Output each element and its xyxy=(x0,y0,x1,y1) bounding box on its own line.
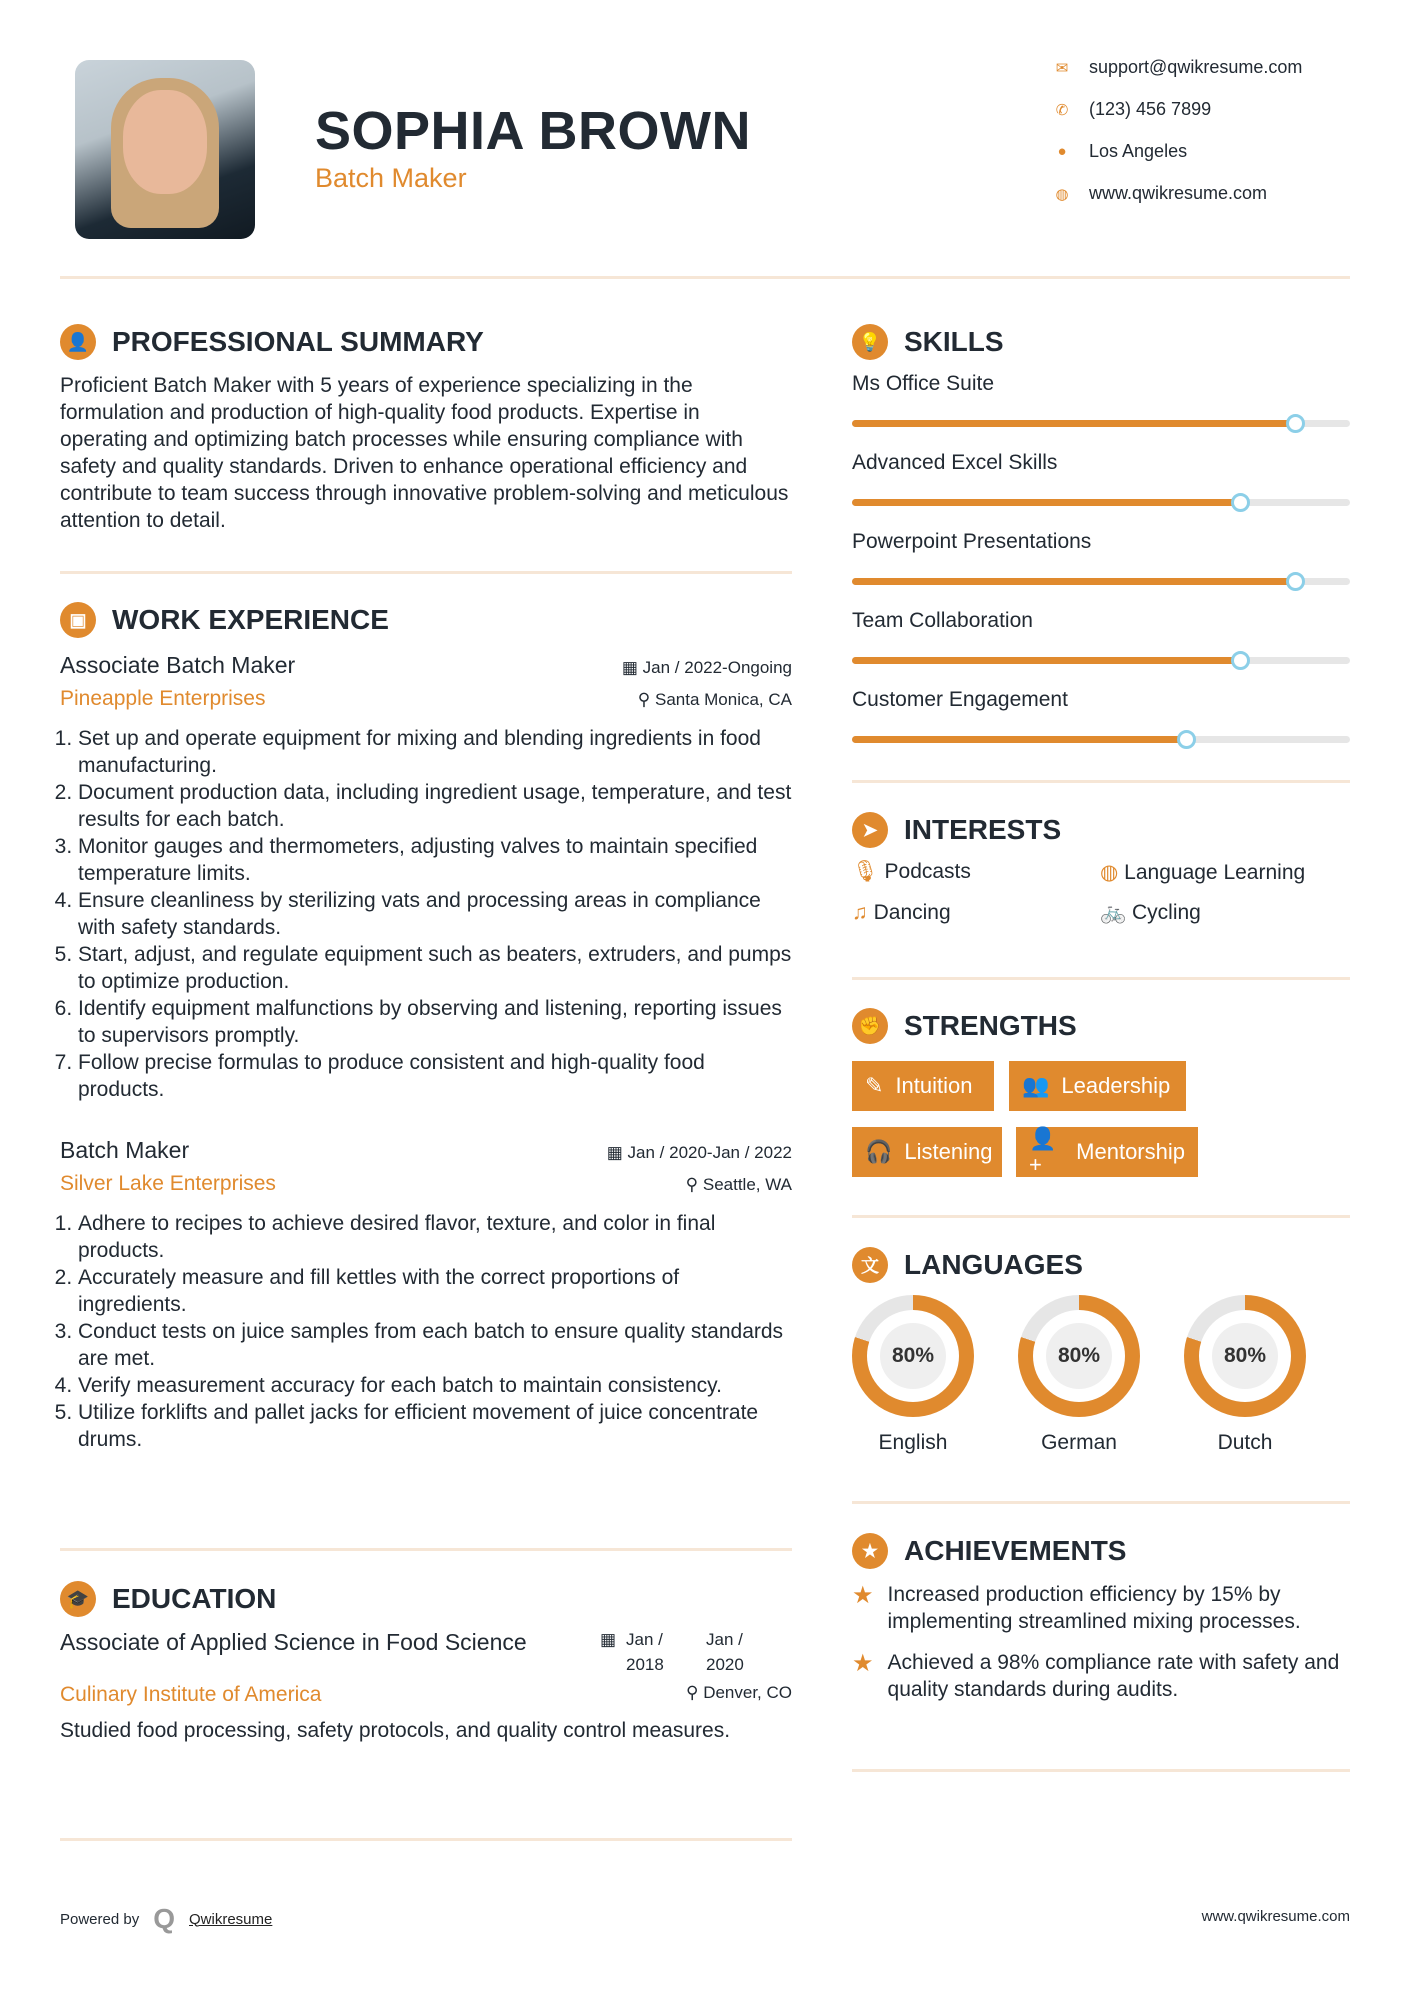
job-location-text: Seattle, WA xyxy=(702,1175,792,1194)
divider xyxy=(852,977,1350,980)
bullet: 2. Accurately measure and fill kettles with the correct proportions of ingredients. xyxy=(78,1264,792,1318)
user-icon: 👤 xyxy=(60,324,96,360)
map-pin-icon: ● xyxy=(1057,143,1067,160)
bicycle-icon: 🚲 xyxy=(1100,901,1127,924)
bullet: 3. Conduct tests on juice samples from each batch to ensure quality standards are met. xyxy=(78,1318,792,1372)
language-ring xyxy=(1018,1295,1140,1417)
languages-section xyxy=(852,1247,1350,1467)
bullet: 2. Document production data, including ingredient usage, temperature, and test results for each batch. xyxy=(78,779,792,833)
magic-wand-icon: ✎ xyxy=(865,1073,884,1098)
company: Pineapple Enterprises xyxy=(60,687,266,710)
divider xyxy=(852,780,1350,783)
star-icon: ★ xyxy=(852,1582,874,1609)
interest-dancing xyxy=(852,901,1100,925)
bullet: 1. Set up and operate equipment for mixing and blending ingredients in food manufacturing. xyxy=(78,725,792,779)
skill-fill xyxy=(852,736,1186,743)
lightbulb-icon: 💡 xyxy=(852,324,888,360)
fist-icon: ✊ xyxy=(852,1008,888,1044)
divider xyxy=(60,1548,792,1551)
section-heading: PROFESSIONAL SUMMARY xyxy=(112,326,484,357)
skill-item xyxy=(852,451,1350,506)
skill-knob xyxy=(1286,572,1305,591)
phone-icon: ✆ xyxy=(1055,101,1069,119)
section-heading: WORK EXPERIENCE xyxy=(112,604,389,635)
powered-by-text: Powered by xyxy=(60,1910,140,1928)
skill-item xyxy=(852,372,1350,427)
language-name: Dutch xyxy=(1217,1431,1273,1454)
language-ring xyxy=(1184,1295,1306,1417)
divider xyxy=(60,571,792,574)
skill-knob xyxy=(1286,414,1305,433)
strength-tag xyxy=(1009,1061,1186,1111)
interest-language-learning xyxy=(1100,860,1350,885)
achievement-text: Achieved a 98% compliance rate with safety and quality standards during audits. xyxy=(887,1651,1340,1701)
calendar-icon: ▦ xyxy=(599,1630,616,1649)
bullet: 7. Follow precise formulas to produce consistent and high-quality food products. xyxy=(78,1049,792,1103)
section-heading: ACHIEVEMENTS xyxy=(904,1535,1127,1566)
edu-end: Jan / 2020 xyxy=(706,1630,744,1674)
school: Culinary Institute of America xyxy=(60,1683,322,1706)
interests-section xyxy=(852,812,1350,925)
job-location-text: Santa Monica, CA xyxy=(654,690,792,709)
job-date xyxy=(622,658,792,678)
website-text: www.qwikresume.com xyxy=(1089,183,1268,203)
contact-location xyxy=(1055,141,1187,162)
users-icon: 👥 xyxy=(1022,1073,1050,1098)
translate-icon: 文 xyxy=(852,1247,888,1283)
job-title: Batch Maker xyxy=(315,163,467,193)
skill-label: Customer Engagement xyxy=(852,688,1068,711)
strength-tag xyxy=(1016,1127,1198,1177)
contact-website[interactable] xyxy=(1055,183,1267,204)
skill-item xyxy=(852,609,1350,664)
achievement-item xyxy=(852,1581,1350,1635)
contact-phone xyxy=(1055,99,1211,120)
calendar-icon: ▦ xyxy=(621,658,638,677)
bullet: 1. Adhere to recipes to achieve desired flavor, texture, and color in final products. xyxy=(78,1210,792,1264)
education-section xyxy=(60,1581,792,1744)
skill-bar xyxy=(852,420,1350,427)
microphone-icon: 🎙 xyxy=(852,860,879,883)
language-percent: 80% xyxy=(1212,1323,1278,1389)
summary-text: Proficient Batch Maker with 5 years of experience specializing in the formulation and production of high-quality food products. Expertise in operating and optimizing batch processes while ensuring compliance with safety and quality standards. Driven to enhance operational efficiency and contribute to team success through innovative problem-solving and meticulous attention to detail. xyxy=(60,374,789,532)
skill-item xyxy=(852,530,1350,585)
briefcase-icon: ▣ xyxy=(60,602,96,638)
qwikresume-logo-icon: Q xyxy=(153,1903,175,1934)
job-bullets xyxy=(60,1210,792,1453)
interest-label: Cycling xyxy=(1132,901,1201,924)
bullet: 4. Verify measurement accuracy for each batch to maintain consistency. xyxy=(78,1372,792,1399)
user-plus-icon: 👤+ xyxy=(1029,1126,1057,1177)
footer-site-link[interactable]: www.qwikresume.com xyxy=(1201,1908,1350,1925)
music-note-icon: ♫ xyxy=(852,901,868,924)
job-location xyxy=(638,690,792,710)
professional-summary-section xyxy=(60,324,792,534)
interest-cycling xyxy=(1100,901,1350,925)
strength-tag xyxy=(852,1061,994,1111)
headphones-icon: 🎧 xyxy=(865,1139,893,1164)
globe-icon: ◍ xyxy=(1055,185,1069,203)
brand-link[interactable]: Qwikresume xyxy=(189,1910,273,1928)
envelope-icon: ✉ xyxy=(1055,59,1069,77)
skill-label: Ms Office Suite xyxy=(852,372,994,395)
skill-label: Advanced Excel Skills xyxy=(852,451,1058,474)
work-experience-section xyxy=(60,602,792,1453)
pin-icon: ⚲ xyxy=(685,1175,699,1194)
interest-label: Podcasts xyxy=(884,860,971,883)
section-heading: LANGUAGES xyxy=(904,1249,1083,1280)
skill-bar xyxy=(852,736,1350,743)
achievement-text: Increased production efficiency by 15% by implementing streamlined mixing processes. xyxy=(887,1583,1301,1633)
calendar-icon: ▦ xyxy=(606,1143,623,1162)
language-name: German xyxy=(1041,1431,1117,1454)
skills-section xyxy=(852,324,1350,743)
strength-tag xyxy=(852,1127,1002,1177)
divider xyxy=(60,1838,792,1841)
paper-plane-icon: ➤ xyxy=(852,812,888,848)
degree: Associate of Applied Science in Food Science xyxy=(60,1629,527,1655)
email-text: support@qwikresume.com xyxy=(1089,57,1303,77)
job-date xyxy=(607,1143,792,1163)
star-badge-icon: ★ xyxy=(852,1533,888,1569)
strength-label: Mentorship xyxy=(1076,1139,1185,1164)
job-location xyxy=(686,1175,792,1195)
skill-bar xyxy=(852,578,1350,585)
section-heading: SKILLS xyxy=(904,326,1004,357)
skill-label: Team Collaboration xyxy=(852,609,1033,632)
divider xyxy=(852,1501,1350,1504)
achievement-item xyxy=(852,1649,1350,1703)
skill-knob xyxy=(1177,730,1196,749)
skill-label: Powerpoint Presentations xyxy=(852,530,1092,553)
language-percent: 80% xyxy=(880,1323,946,1389)
edu-location-text: Denver, CO xyxy=(703,1683,792,1702)
job-role: Batch Maker xyxy=(60,1137,190,1163)
skill-item xyxy=(852,688,1350,743)
company: Silver Lake Enterprises xyxy=(60,1172,276,1195)
job-bullets xyxy=(60,725,792,1103)
strengths-section xyxy=(852,1008,1350,1188)
star-icon: ★ xyxy=(852,1650,874,1677)
pin-icon: ⚲ xyxy=(637,690,651,709)
job-entry xyxy=(60,1137,792,1453)
language-name: English xyxy=(878,1431,948,1454)
phone-text: (123) 456 7899 xyxy=(1089,99,1212,119)
graduation-cap-icon: 🎓 xyxy=(60,1581,96,1617)
strength-label: Leadership xyxy=(1061,1073,1171,1098)
strength-label: Listening xyxy=(904,1139,993,1164)
divider xyxy=(852,1769,1350,1772)
skill-fill xyxy=(852,420,1295,427)
language-ring xyxy=(852,1295,974,1417)
education-text: Studied food processing, safety protocols, and quality control measures. xyxy=(60,1719,731,1742)
bullet: 6. Identify equipment malfunctions by observing and listening, reporting issues to supervisors promptly. xyxy=(78,995,792,1049)
bullet: 4. Ensure cleanliness by sterilizing vats and processing areas in compliance with safety standards. xyxy=(78,887,792,941)
skill-bar xyxy=(852,657,1350,664)
skill-knob xyxy=(1231,493,1250,512)
skill-knob xyxy=(1231,651,1250,670)
interest-label: Dancing xyxy=(873,901,951,924)
achievements-section xyxy=(852,1533,1350,1703)
skill-fill xyxy=(852,578,1295,585)
divider xyxy=(852,1215,1350,1218)
section-heading: INTERESTS xyxy=(904,814,1062,845)
interest-podcasts xyxy=(852,860,1100,885)
profile-photo xyxy=(75,60,255,239)
bullet: 5. Start, adjust, and regulate equipment such as beaters, extruders, and pumps to optimize production. xyxy=(78,941,792,995)
section-heading: EDUCATION xyxy=(112,1583,277,1614)
job-date-text: Jan / 2020-Jan / 2022 xyxy=(627,1143,792,1162)
job-role: Associate Batch Maker xyxy=(60,652,296,678)
candidate-name: SOPHIA BROWN xyxy=(315,101,751,161)
skill-fill xyxy=(852,657,1240,664)
job-entry xyxy=(60,652,792,1103)
skill-bar xyxy=(852,499,1350,506)
globe-icon: ◍ xyxy=(1100,861,1119,884)
footer-powered xyxy=(60,1903,272,1935)
job-date-text: Jan / 2022-Ongoing xyxy=(642,658,792,677)
contact-email[interactable] xyxy=(1055,57,1302,78)
edu-location: ⚲ Denver, CO xyxy=(686,1683,792,1702)
edu-start: Jan / 2018 xyxy=(626,1630,664,1674)
language-percent: 80% xyxy=(1046,1323,1112,1389)
location-text: Los Angeles xyxy=(1089,141,1188,161)
bullet: 3. Monitor gauges and thermometers, adjusting valves to maintain specified temperature limits. xyxy=(78,833,792,887)
section-heading: STRENGTHS xyxy=(904,1010,1077,1041)
bullet: 5. Utilize forklifts and pallet jacks for efficient movement of juice concentrate drums. xyxy=(78,1399,792,1453)
interest-label: Language Learning xyxy=(1124,861,1306,884)
strength-label: Intuition xyxy=(895,1073,973,1098)
header-divider xyxy=(60,276,1350,279)
skill-fill xyxy=(852,499,1240,506)
